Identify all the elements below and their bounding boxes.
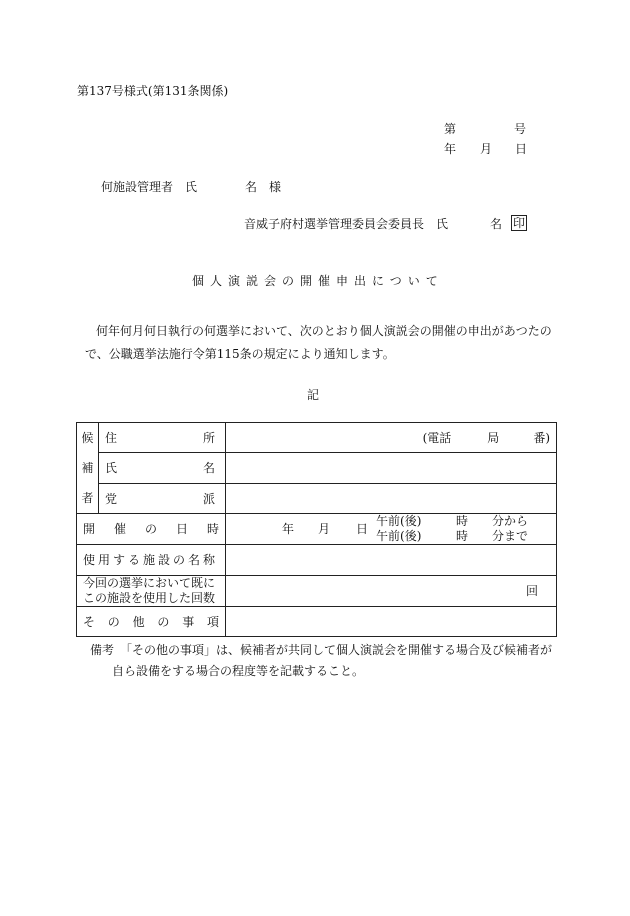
party-value-cell[interactable] (226, 484, 557, 514)
phone-open-label: (電話 (422, 430, 452, 445)
addressee-name-label: 名 様 (245, 180, 282, 194)
start-hour-label: 時 (456, 514, 469, 528)
date-month-label: 月 (480, 142, 493, 156)
row-party (77, 484, 557, 514)
row-usage-count (77, 576, 557, 607)
other-label-2: の (107, 614, 120, 629)
number-label-dai: 第 (444, 122, 457, 136)
remarks-line-1: 備考 「その他の事項」は、候補者が共同して個人演説会を開催する場合及び候補者が (90, 643, 553, 657)
phone-number-label: 番) (533, 430, 550, 445)
remarks-line-2: 自ら設備をする場合の程度等を記載すること。 (112, 664, 365, 678)
row-facility (77, 545, 557, 576)
end-ampm-label: 午前(後) (376, 529, 422, 543)
other-value-cell[interactable] (226, 607, 557, 637)
sender-name-label: 名 (490, 217, 503, 231)
datetime-label-1: 開 (83, 522, 96, 536)
candidate-char-3: 者 (81, 491, 94, 505)
other-label-4: の (157, 614, 170, 629)
name-label-1: 氏 (105, 461, 118, 475)
row-address (77, 423, 557, 453)
remarks-block (90, 640, 552, 682)
datetime-label-5: 時 (206, 522, 219, 536)
start-ampm-label: 午前(後) (376, 514, 422, 528)
usage-count-label-cell (77, 576, 226, 607)
event-year-label: 年 (282, 522, 295, 536)
other-label-1: そ (83, 614, 96, 629)
party-label-cell (99, 484, 226, 514)
name-value-cell[interactable] (226, 453, 557, 484)
end-minute-label: 分まで (492, 529, 529, 543)
addressee-title: 何施設管理者 氏 (101, 180, 198, 194)
form-number: 第137号様式(第131条関係) (77, 84, 229, 98)
datetime-label-3: の (144, 522, 157, 536)
address-label-2: 所 (202, 430, 215, 445)
name-label-2: 名 (202, 461, 215, 475)
usage-count-value-cell[interactable] (226, 576, 557, 607)
facility-label: 使用する施設の名称 (83, 553, 219, 567)
address-label-1: 住 (105, 430, 118, 445)
datetime-value-cell[interactable] (226, 514, 557, 545)
datetime-label-2: 催 (113, 522, 126, 536)
candidate-char-2: 補 (81, 461, 94, 475)
address-label-cell (99, 423, 226, 453)
party-label-2: 派 (202, 491, 215, 506)
datetime-label-cell (77, 514, 226, 545)
name-label-cell (99, 453, 226, 484)
datetime-label-4: 日 (175, 522, 188, 536)
row-other (77, 607, 557, 637)
facility-value-cell[interactable] (226, 545, 557, 576)
other-label-6: 項 (206, 614, 219, 629)
document-title: 個人演説会の開催申出について (192, 274, 444, 288)
candidate-char-1: 候 (81, 431, 94, 445)
end-hour-label: 時 (456, 529, 469, 543)
seal-text: 印 (513, 216, 526, 230)
other-label-cell (77, 607, 226, 637)
start-minute-label: 分から (492, 514, 529, 528)
other-label-5: 事 (182, 614, 195, 629)
event-day-label: 日 (356, 522, 369, 536)
seal-mark (511, 215, 527, 231)
date-year-label: 年 (444, 142, 457, 156)
ki-label: 記 (307, 388, 320, 402)
candidate-header-cell (77, 423, 99, 514)
body-line-1: 何年何月何日執行の何選挙において、次のとおり個人演説会の開催の申出があつたの (96, 324, 552, 338)
row-datetime (77, 514, 557, 545)
party-label-1: 党 (105, 491, 118, 506)
address-value-cell[interactable] (226, 423, 557, 453)
facility-label-cell (77, 545, 226, 576)
usage-count-label-line1: 今回の選挙において既に (83, 576, 216, 590)
usage-count-label-line2: この施設を使用した回数 (83, 591, 216, 605)
usage-count-unit: 回 (525, 584, 538, 598)
sender-title: 音威子府村選挙管理委員会委員長 氏 (244, 217, 449, 231)
notification-table (76, 422, 557, 637)
date-day-label: 日 (515, 142, 528, 156)
phone-exchange-label: 局 (487, 430, 500, 445)
body-line-2: で、公職選挙法施行令第115条の規定により通知します。 (85, 347, 395, 361)
time-range (376, 514, 528, 544)
event-month-label: 月 (318, 522, 331, 536)
row-name (77, 453, 557, 484)
other-label-3: 他 (132, 614, 145, 629)
number-label-go: 号 (514, 122, 527, 136)
